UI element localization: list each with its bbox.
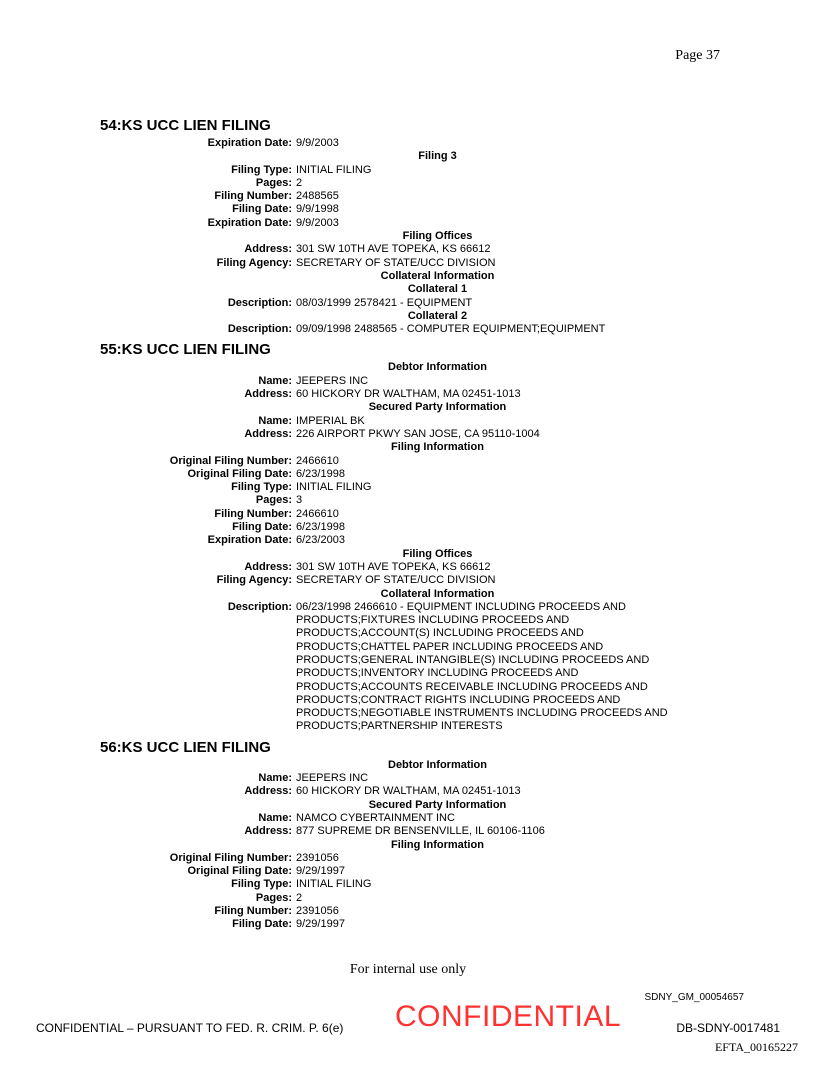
field-row: [0, 388, 816, 401]
field-label: Name:: [258, 811, 292, 824]
subsection-heading: Secured Party Information: [368, 401, 507, 414]
subsection-heading: Filing Offices: [402, 230, 473, 243]
field-row: [0, 905, 816, 918]
field-label: Original Filing Number:: [169, 454, 292, 467]
field-value: JEEPERS INC: [296, 374, 369, 387]
field-row: [0, 257, 816, 270]
field-row: [0, 494, 816, 507]
field-value: 60 HICKORY DR WALTHAM, MA 02451-1013: [296, 785, 521, 798]
field-row: [0, 508, 816, 521]
bates-number: SDNY_GM_00054657: [644, 992, 744, 1003]
page-number: Page 37: [675, 48, 720, 63]
field-row: [0, 137, 816, 150]
field-value: 9/29/1997: [296, 918, 345, 931]
field-row: [0, 203, 816, 216]
field-label: Address:: [244, 785, 292, 798]
field-row: [0, 164, 816, 177]
field-value: NAMCO CYBERTAINMENT INC: [296, 811, 455, 824]
field-value: IMPERIAL BK: [296, 414, 365, 427]
field-value: 6/23/1998: [296, 521, 345, 534]
subsection-heading: Debtor Information: [388, 758, 487, 771]
field-label: Address:: [244, 825, 292, 838]
field-label: Name:: [258, 414, 292, 427]
subsection-heading: Filing Information: [391, 838, 484, 851]
internal-use-note: For internal use only: [349, 962, 467, 977]
field-row: [0, 217, 816, 230]
lien-filing-section: [0, 341, 816, 733]
field-value: 877 SUPREME DR BENSENVILLE, IL 60106-1106: [296, 825, 545, 838]
subsection-heading: Debtor Information: [388, 361, 487, 374]
lien-filing-section: [0, 739, 816, 932]
field-value: 6/23/2003: [296, 534, 345, 547]
field-value: 2: [296, 891, 303, 904]
field-value: 2466610: [296, 454, 339, 467]
field-label: Original Filing Date:: [187, 865, 292, 878]
field-label: Original Filing Number:: [169, 851, 292, 864]
field-value: 60 HICKORY DR WALTHAM, MA 02451-1013: [296, 388, 521, 401]
subsection-heading: Filing Offices: [402, 547, 473, 560]
field-row: [0, 177, 816, 190]
field-value: SECRETARY OF STATE/UCC DIVISION: [296, 574, 496, 587]
field-row: [0, 852, 816, 865]
field-label: Filing Date:: [232, 203, 292, 216]
field-value: 301 SW 10TH AVE TOPEKA, KS 66612: [296, 243, 491, 256]
field-value: JEEPERS INC: [296, 772, 369, 785]
lien-filing-section: [0, 117, 816, 336]
field-label: Filing Date:: [232, 521, 292, 534]
field-row: [0, 375, 816, 388]
field-row: [0, 415, 816, 428]
subsection-heading: Secured Party Information: [368, 798, 507, 811]
field-value: INITIAL FILING: [296, 163, 372, 176]
field-label: Pages:: [255, 176, 292, 189]
field-value: 2: [296, 176, 303, 189]
subsection-heading: Filing Information: [391, 441, 484, 454]
field-row: [0, 428, 816, 441]
field-label: Filing Type:: [231, 481, 292, 494]
subsection-heading: Collateral 1: [407, 283, 468, 296]
field-label: Address:: [244, 560, 292, 573]
field-label: Filing Number:: [214, 905, 292, 918]
field-row: [0, 243, 816, 256]
field-label: Description:: [227, 600, 292, 613]
field-value: 2488565: [296, 190, 339, 203]
field-label: Address:: [244, 427, 292, 440]
section-title: 54:KS UCC LIEN FILING: [100, 117, 271, 134]
field-value: 6/23/1998: [296, 467, 345, 480]
field-label: Expiration Date:: [207, 216, 292, 229]
field-row: [0, 825, 816, 838]
field-row: [0, 574, 816, 587]
field-value: 301 SW 10TH AVE TOPEKA, KS 66612: [296, 560, 491, 573]
field-label: Filing Agency:: [216, 574, 292, 587]
field-value: 2466610: [296, 507, 339, 520]
report-content: [0, 112, 816, 932]
field-label: Description:: [227, 296, 292, 309]
field-value: 9/9/1998: [296, 203, 339, 216]
field-row: [0, 785, 816, 798]
field-value: 2391056: [296, 851, 339, 864]
field-value: 9/9/2003: [296, 137, 339, 149]
field-row: [0, 468, 816, 481]
subsection-heading: Filing 3: [418, 150, 457, 163]
efta-id: EFTA_00165227: [714, 1040, 798, 1054]
confidential-stamp: CONFIDENTIAL: [395, 1000, 622, 1033]
field-value: 9/29/1997: [296, 865, 345, 878]
field-label: Pages:: [255, 494, 292, 507]
field-value: 09/09/1998 2488565 - COMPUTER EQUIPMENT;EQUIPMENT: [296, 323, 606, 336]
field-value: 06/23/1998 2466610 - EQUIPMENT INCLUDING PROCEEDS AND PRODUCTS;FIXTURES INCLUDING PROCEEDS AND PRODUCTS;ACCOUNT(S) INCLUDING PROCEEDS AND PRODUCTS;CHATTEL PAPER INCLUDING PROCEEDS AND PRODUCTS;GENERAL INTANGIBLE(S) INCLUDING PROCEEDS AND PRODUCTS;INVENTORY INCLUDING PROCEEDS AND PRODUCTS;ACCOUNTS RECEIVABLE INCLUDING PROCEEDS AND PRODUCTS;CONTRACT RIGHTS INCLUDING PROCEEDS AND PRODUCTS;NEGOTIABLE INSTRUMENTS INCLUDING PROCEEDS AND PRODUCTS;PARTNERSHIP INTERESTS: [296, 600, 668, 733]
confidential-notice: CONFIDENTIAL – PURSUANT TO FED. R. CRIM. P. 6(e): [36, 1021, 344, 1035]
field-row: [0, 601, 816, 734]
field-row: [0, 561, 816, 574]
field-label: Description:: [227, 323, 292, 336]
field-row: [0, 892, 816, 905]
field-label: Address:: [244, 388, 292, 401]
field-row: [0, 521, 816, 534]
subsection-heading: Collateral Information: [380, 269, 495, 282]
field-row: [0, 772, 816, 785]
field-label: Filing Agency:: [216, 256, 292, 269]
field-value: 226 AIRPORT PKWY SAN JOSE, CA 95110-1004: [296, 427, 540, 440]
section-title: 56:KS UCC LIEN FILING: [100, 738, 271, 756]
field-label: Expiration Date:: [207, 534, 292, 547]
field-row: [0, 297, 816, 310]
field-value: 08/03/1999 2578421 - EQUIPMENT: [296, 296, 473, 309]
field-value: INITIAL FILING: [296, 481, 372, 494]
field-label: Filing Number:: [214, 507, 292, 520]
field-value: 3: [296, 494, 303, 507]
field-value: SECRETARY OF STATE/UCC DIVISION: [296, 256, 496, 269]
document-id: DB-SDNY-0017481: [676, 1021, 780, 1035]
field-value: 2391056: [296, 905, 339, 918]
field-row: [0, 190, 816, 203]
field-label: Original Filing Date:: [187, 467, 292, 480]
field-label: Filing Number:: [214, 190, 292, 203]
field-label: Filing Type:: [231, 163, 292, 176]
field-value: INITIAL FILING: [296, 878, 372, 891]
field-row: [0, 323, 816, 336]
field-row: [0, 865, 816, 878]
field-value: 9/9/2003: [296, 216, 339, 229]
field-row: [0, 481, 816, 494]
field-label: Name:: [258, 772, 292, 785]
field-row: [0, 534, 816, 547]
field-label: Expiration Date:: [207, 137, 292, 149]
field-label: Pages:: [255, 891, 292, 904]
field-row: [0, 878, 816, 891]
subsection-heading: Collateral Information: [380, 587, 495, 600]
field-row: [0, 455, 816, 468]
field-label: Name:: [258, 374, 292, 387]
field-label: Filing Date:: [232, 918, 292, 931]
field-row: [0, 918, 816, 931]
field-row: [0, 812, 816, 825]
section-title: 55:KS UCC LIEN FILING: [100, 341, 271, 359]
field-label: Filing Type:: [231, 878, 292, 891]
field-label: Address:: [244, 243, 292, 256]
subsection-heading: Collateral 2: [407, 309, 468, 322]
